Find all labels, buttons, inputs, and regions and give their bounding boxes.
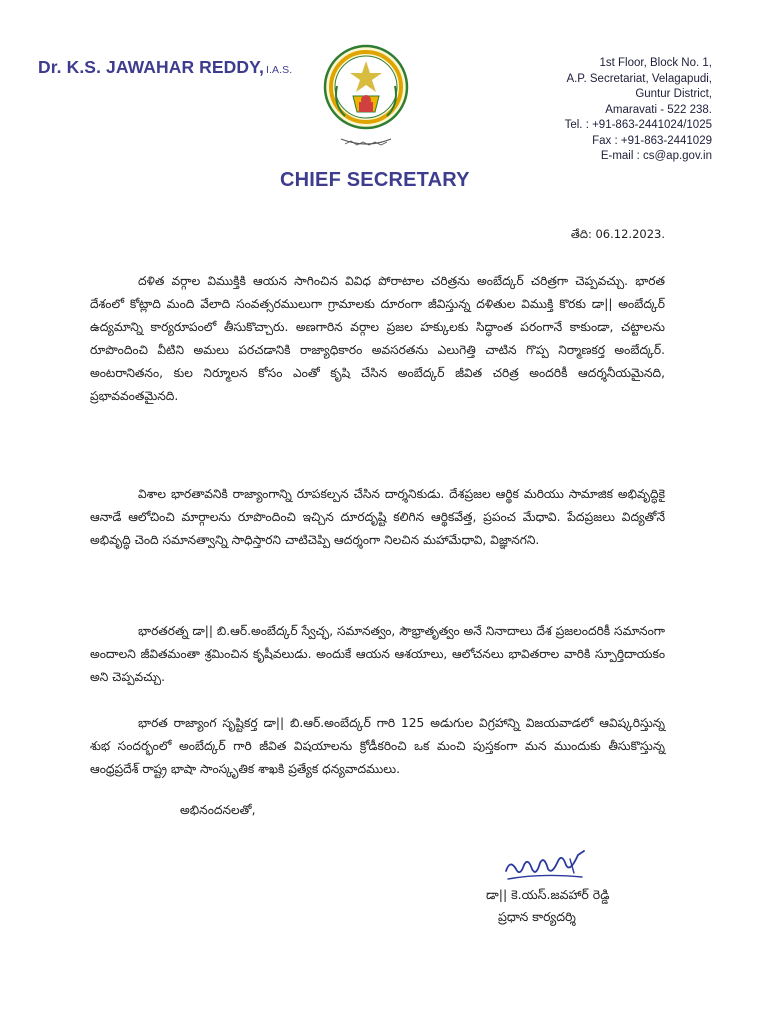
signature-block xyxy=(486,884,609,928)
body-paragraph-1: దళిత వర్గాల విముక్తికి ఆయన సాగించిన వివిధ పోరాటాల చరిత్రను అంబేద్కర్ చరిత్రగా చెప్పవచ్చు. భారత దేశంలో కోట్లాది మంది వేలాది సంవత్సరములుగా గ్రామాలకు దూరంగా జీవిస్తున్న దళితుల విముక్తి కొరకు డా|| అంబేద్కర్ ఉద్యమాన్ని కార్యరూపంలో తీసుకొచ్చారు. అణగారిన వర్గాల ప్రజల హక్కులకు సిద్ధాంత పరంగానే కాకుండా, చట్టాలను రూపొందించి వీటిని అమలు పరచడానికి రాజ్యాధికారం అవసరతను ఎలుగెత్తి చాటిన గొప్ప నిర్మాణకర్త అంబేద్కర్. అంటరానితనం, కుల నిర్మూలన కోసం ఎంతో కృషి చేసిన అంబేద్కర్ జీవిత చరిత్ర అందరికీ ఆదర్శనీయమైనది, ప్రభావవంతమైనది. xyxy=(90,274,665,403)
handwritten-signature xyxy=(500,847,590,885)
office-address xyxy=(565,56,712,165)
address-line: A.P. Secretariat, Velagapudi, xyxy=(566,72,712,85)
body-paragraph-4: భారత రాజ్యాంగ సృష్టికర్త డా|| బి.ఆర్.అంబేద్కర్ గారి 125 అడుగుల విగ్రహాన్ని విజయవాడలో ఆవిష్కరిస్తున్న శుభ సందర్భంలో అంబేద్కర్ గారి జీవిత విషయాలను క్రోడీకరించి ఒక మంచి పుస్తకంగా మన ముందుకు తీసుకొస్తున్న ఆంధ్రప్రదేశ్ రాష్ట్ర భాషా సాంస్కృతిక శాఖకి ప్రత్యేక ధన్యవాదములు. xyxy=(90,716,665,776)
body-paragraph-2: విశాల భారతావనికి రాజ్యాంగాన్ని రూపకల్పన చేసిన దార్శనికుడు. దేశప్రజల ఆర్థిక మరియు సామాజిక అభివృద్ధికై ఆనాడే ఆలోచించి మార్గాలను రూపొందించి ఇచ్చిన దూరదృష్టి కలిగిన ఆర్థికవేత్త, ప్రపంచ మేధావి. పేదప్రజలు విద్యతోనే అభివృద్ధి చెంది సమానత్వాన్ని సాధిస్తారని చాటిచెప్పి ఆదర్శంగా నిలచిన మహామేధావి, విజ్ఞానగని. xyxy=(90,487,665,547)
letter-date: తేది: 06.12.2023. xyxy=(570,227,665,241)
sender-name-text: Dr. K.S. JAWAHAR REDDY, xyxy=(38,57,264,77)
address-line: Amaravati - 522 238. xyxy=(605,103,712,116)
signatory-title: ప్రధాన కార్యదర్శి xyxy=(498,909,576,924)
fax-line: Fax : +91-863-2441029 xyxy=(592,134,712,147)
andhra-pradesh-state-emblem-icon xyxy=(323,44,409,162)
sender-name xyxy=(38,57,292,78)
email-line: E-mail : cs@ap.gov.in xyxy=(600,150,712,162)
address-line: Guntur District, xyxy=(635,88,712,100)
telephone-line: Tel. : +91-863-2441024/1025 xyxy=(564,119,712,131)
designation-title: CHIEF SECRETARY xyxy=(280,169,470,191)
sender-suffix: I.A.S. xyxy=(265,64,293,76)
closing-greeting: అభినందనలతో, xyxy=(180,803,256,817)
signatory-name: డా|| కె.యస్.జవహార్ రెడ్డి xyxy=(486,887,610,902)
body-paragraph-3: భారతరత్న డా|| బి.ఆర్.అంబేద్కర్ స్వేచ్ఛ, సమానత్వం, సౌభ్రాతృత్వం అనే నినాదాలు దేశ ప్రజలందరికీ సమానంగా అందాలని జీవితమంతా శ్రమించిన కృషీవలుడు. అందుకే ఆయన ఆశయాలు, ఆలోచనలు భావితరాల వారికి స్పూర్తిదాయకం అని చెప్పవచ్చు. xyxy=(90,624,665,684)
address-line: 1st Floor, Block No. 1, xyxy=(599,57,712,69)
